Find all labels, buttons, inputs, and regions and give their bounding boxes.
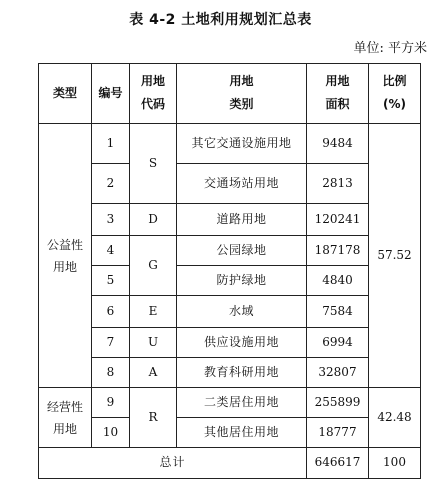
code-cell: R <box>130 388 177 448</box>
area-cell: 4840 <box>307 266 369 296</box>
header-ratio-line2: (%) <box>383 97 406 111</box>
table-row <box>39 358 421 388</box>
header-area-line2: 面积 <box>325 97 350 111</box>
row-number: 10 <box>92 418 130 448</box>
row-number: 2 <box>92 164 130 204</box>
area-cell: 187178 <box>307 236 369 266</box>
code-cell: G <box>130 236 177 296</box>
table-title: 表 4-2 土地利用规划汇总表 <box>129 12 312 28</box>
header-area <box>307 64 369 124</box>
category-cell: 其他居住用地 <box>177 418 307 448</box>
category-cell: 道路用地 <box>177 204 307 236</box>
category-cell: 供应设施用地 <box>177 328 307 358</box>
category-cell: 防护绿地 <box>177 266 307 296</box>
area-cell: 18777 <box>307 418 369 448</box>
row-number: 5 <box>92 266 130 296</box>
row-number: 8 <box>92 358 130 388</box>
unit-label: 单位: 平方米 <box>353 41 427 56</box>
header-code <box>130 64 177 124</box>
header-category <box>177 64 307 124</box>
table-row <box>39 124 421 164</box>
header-row <box>39 64 421 124</box>
header-area-line1: 用地 <box>325 74 350 89</box>
header-category-line2: 类别 <box>229 97 254 111</box>
header-type: 类型 <box>39 64 92 124</box>
category-cell: 二类居住用地 <box>177 388 307 418</box>
header-ratio-line1: 比例 <box>382 74 407 89</box>
code-cell: U <box>130 328 177 358</box>
category-cell: 其它交通设施用地 <box>177 124 307 164</box>
group-name-public <box>39 124 92 388</box>
ratio-cell-commercial: 42.48 <box>369 388 421 448</box>
total-label: 总计 <box>39 448 307 479</box>
row-number: 9 <box>92 388 130 418</box>
code-cell: E <box>130 296 177 328</box>
header-code-line1: 用地 <box>140 74 165 89</box>
area-cell: 6994 <box>307 328 369 358</box>
table-row <box>39 328 421 358</box>
group-name-commercial <box>39 388 92 448</box>
area-cell: 255899 <box>307 388 369 418</box>
area-cell: 9484 <box>307 124 369 164</box>
area-cell: 32807 <box>307 358 369 388</box>
total-area: 646617 <box>307 448 369 479</box>
table-row <box>39 204 421 236</box>
table-row <box>39 296 421 328</box>
header-category-line1: 用地 <box>229 74 254 89</box>
header-code-line2: 代码 <box>140 97 165 111</box>
land-use-table <box>38 63 421 479</box>
area-cell: 7584 <box>307 296 369 328</box>
table-row <box>39 418 421 448</box>
header-number: 编号 <box>92 64 130 124</box>
code-cell: D <box>130 204 177 236</box>
code-cell: S <box>130 124 177 204</box>
category-cell: 公园绿地 <box>177 236 307 266</box>
table-row <box>39 388 421 418</box>
area-cell: 2813 <box>307 164 369 204</box>
area-cell: 120241 <box>307 204 369 236</box>
category-cell: 教育科研用地 <box>177 358 307 388</box>
row-number: 7 <box>92 328 130 358</box>
code-cell: A <box>130 358 177 388</box>
table-row <box>39 164 421 204</box>
row-number: 4 <box>92 236 130 266</box>
group-name-text: 经营性用地 <box>47 399 84 436</box>
group-name-text: 公益性用地 <box>47 237 84 274</box>
row-number: 1 <box>92 124 130 164</box>
row-number: 3 <box>92 204 130 236</box>
category-cell: 水域 <box>177 296 307 328</box>
row-number: 6 <box>92 296 130 328</box>
table-row <box>39 266 421 296</box>
header-ratio <box>369 64 421 124</box>
total-row <box>39 448 421 479</box>
total-ratio: 100 <box>369 448 421 479</box>
table-row <box>39 236 421 266</box>
ratio-cell-public: 57.52 <box>369 124 421 388</box>
category-cell: 交通场站用地 <box>177 164 307 204</box>
